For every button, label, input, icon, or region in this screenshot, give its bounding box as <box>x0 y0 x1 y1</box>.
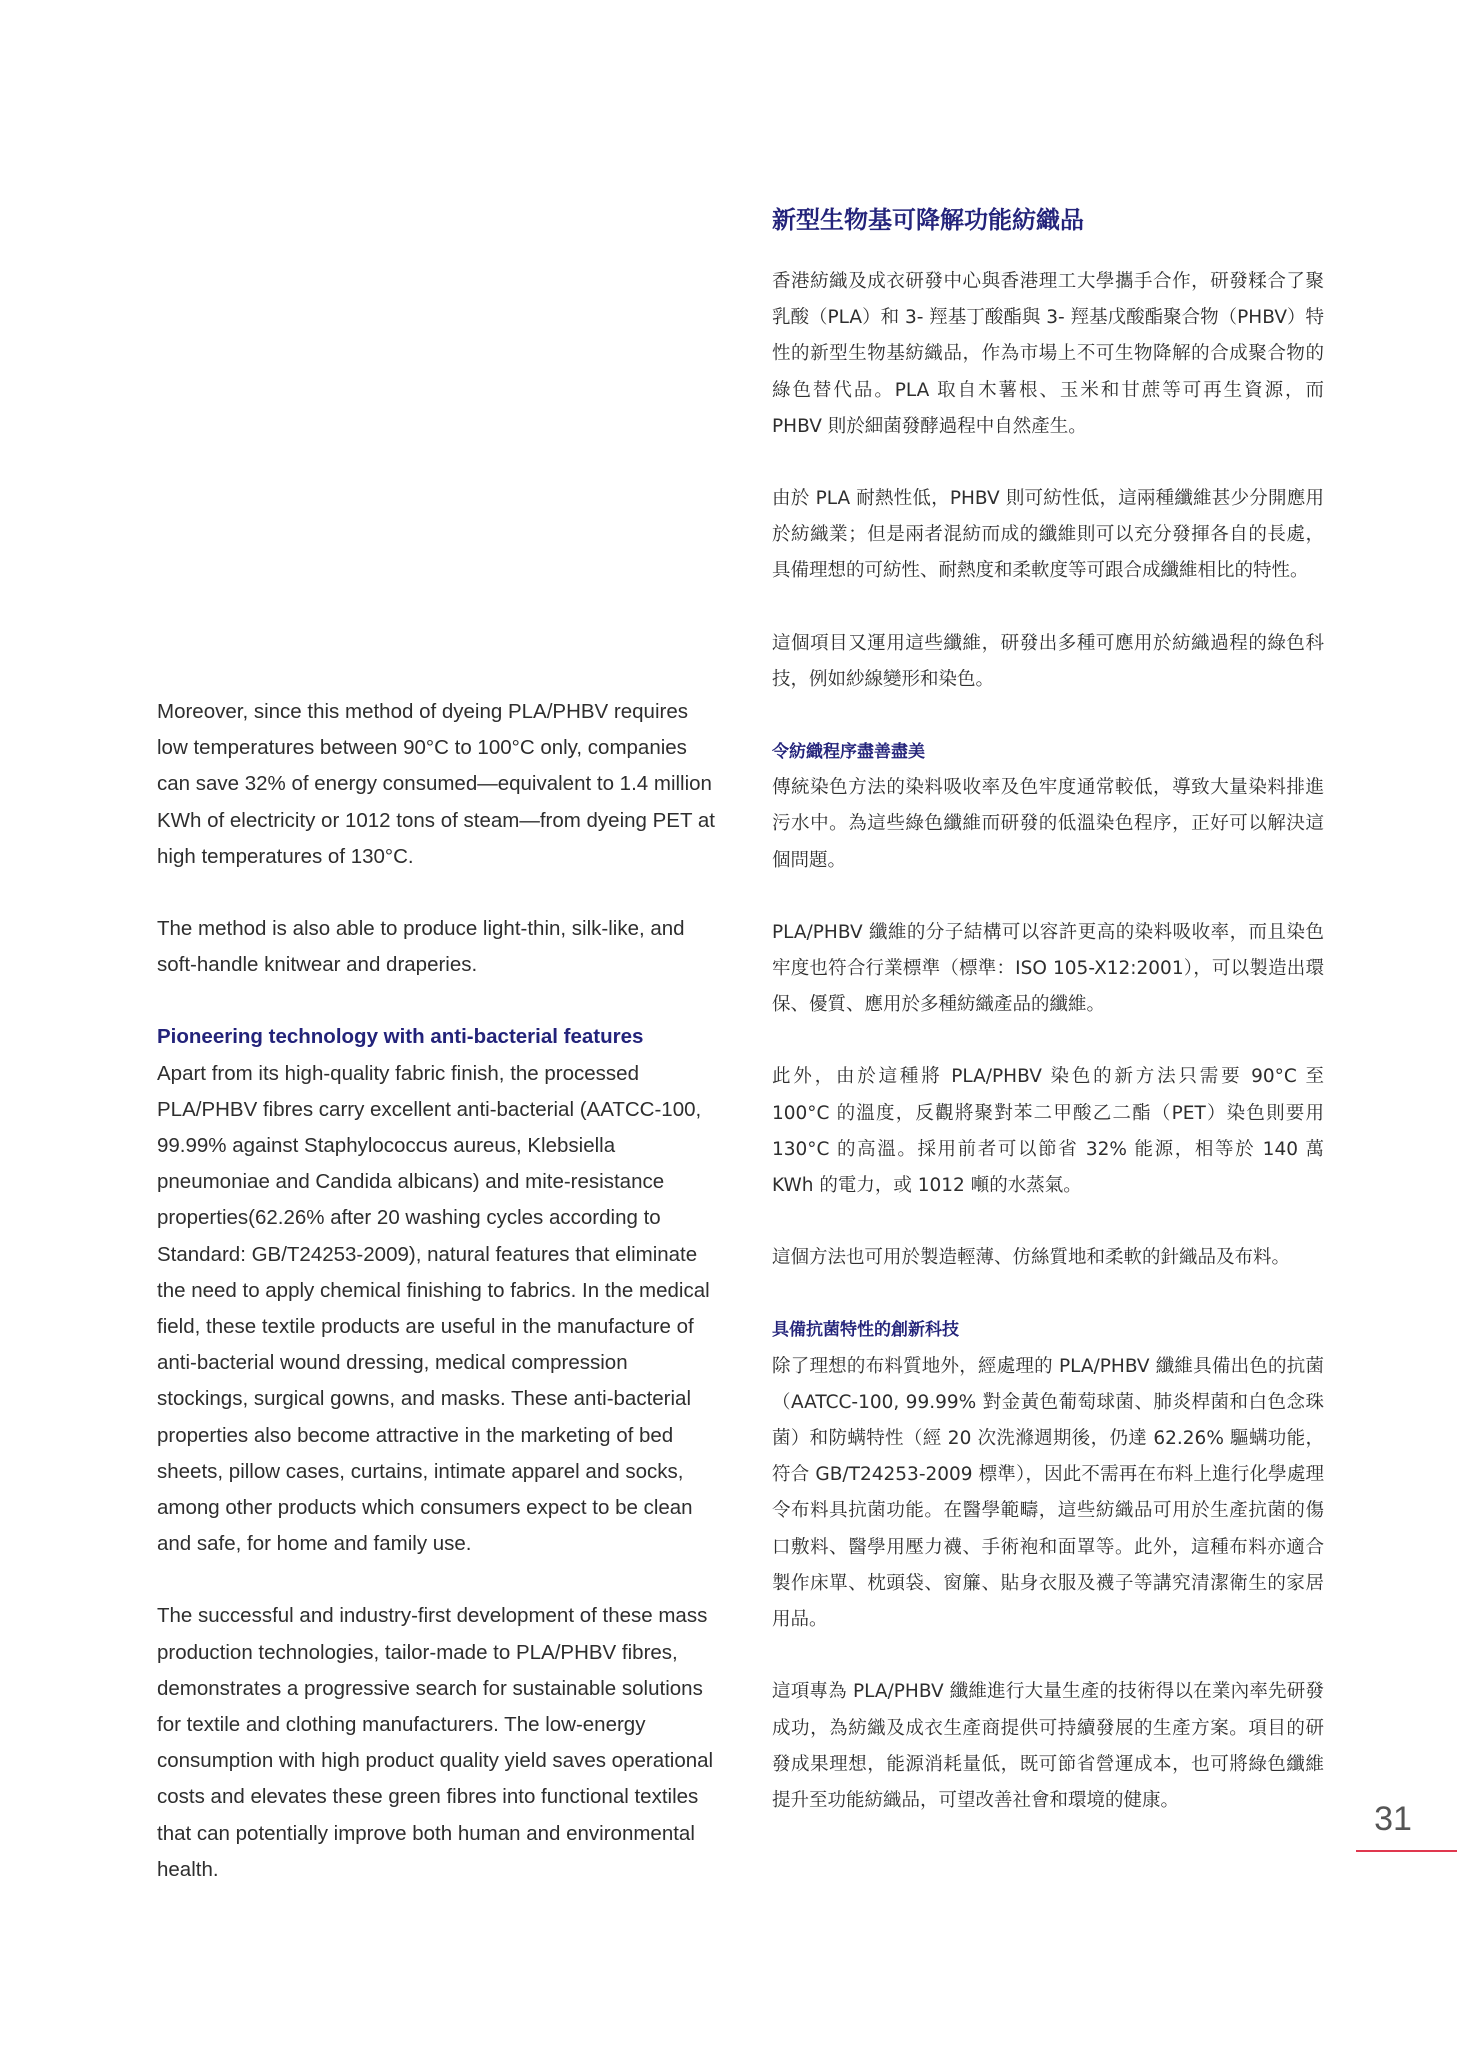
zh-paragraph-knitwear: 這個方法也可用於製造輕薄、仿絲質地和柔軟的針織品及布料。 <box>772 1247 1291 1269</box>
zh-paragraph-fibres: 由於 PLA 耐熱性低，PHBV 則可紡性低，這兩種纖維甚少分開應用於紡織業；但是兩者混紡而成的纖維則可以充分發揮各自的長處，具備理想的可紡性、耐熱度和柔軟度等可跟合成纖維相比的特性。 <box>772 488 1324 582</box>
zh-paragraph-conclusion: 這項專為 PLA/PHBV 纖維進行大量生產的技術得以在業內率先研發成功，為紡織及成衣生產商提供可持續發展的生產方案。項目的研發成果理想，能源消耗量低，既可節省營運成本，也可將綠色纖維提升至功能紡織品，可望改善社會和環境的健康。 <box>772 1681 1324 1811</box>
paragraph-energy-savings: Moreover, since this method of dyeing PLA/PHBV requires low temperatures between 90°C to 100°C only, companies can save 32% of energy consumed—equivalent to 1.4 million KWh of electricity or 1012 tons of steam—from dyeing PET at high temperatures of 130°C. <box>157 700 715 868</box>
page-number-rule <box>1356 1850 1457 1852</box>
paragraph-conclusion: The successful and industry-first development of these mass production technologies, tailor-made to PLA/PHBV fibres, demonstrates a progressive search for sustainable solutions for textile and clothing manufacturers. The low-energy consumption with high product quality yield saves operational costs and elevates these green fibres into functional textiles that can potentially improve both human and environmental health. <box>157 1604 714 1881</box>
zh-subhead-anti-bacterial: 具備抗菌特性的創新科技 <box>772 1320 959 1341</box>
zh-paragraph-energy: 此外，由於這種將 PLA/PHBV 染色的新方法只需要 90°C 至 100°C 的溫度，反觀將聚對苯二甲酸乙二酯（PET）染色則要用 130°C 的高溫。採用前者可以節省 32% 能源，相等於 140 萬 KWh 的電力，或 1012 噸的水蒸氣。 <box>772 1066 1324 1197</box>
page-number: 31 <box>1374 1800 1412 1838</box>
zh-paragraph-anti-bacterial: 除了理想的布料質地外，經處理的 PLA/PHBV 纖維具備出色的抗菌（AATCC-100, 99.99% 對金黃色葡萄球菌、肺炎桿菌和白色念珠菌）和防螨特性（經 20 次洗滌週期後，仍達 62.26% 驅螨功能，符合 GB/T24253-2009 標準），因此不需再在布料上進行化學處理令布料具抗菌功能。在醫學範疇，這些紡織品可用於生產抗菌的傷口敷料、醫學用壓力襪、手術袍和面罩等。此外，這種布料亦適合製作床單、枕頭袋、窗簾、貼身衣服及襪子等講究清潔衛生的家居用品。 <box>772 1355 1324 1631</box>
zh-paragraph-molecular: PLA/PHBV 纖維的分子結構可以容許更高的染料吸收率，而且染色牢度也符合行業標準（標準：ISO 105-X12:2001），可以製造出環保、優質、應用於多種紡織產品的纖維。 <box>772 921 1324 1016</box>
english-column <box>157 694 717 1924</box>
zh-subhead-process: 令紡織程序盡善盡美 <box>772 742 925 763</box>
zh-paragraph-dyeing: 傳統染色方法的染料吸收率及色牢度通常較低，導致大量染料排進污水中。為這些綠色纖維而研發的低溫染色程序，正好可以解決這個問題。 <box>772 777 1324 871</box>
paragraph-knitwear: The method is also able to produce light-thin, silk-like, and soft-handle knitwear and draperies. <box>157 917 685 977</box>
page-title: 新型生物基可降解功能紡織品 <box>772 206 1084 234</box>
chinese-column <box>772 200 1324 1855</box>
subhead-anti-bacterial: Pioneering technology with anti-bacterial features <box>157 1025 644 1049</box>
zh-paragraph-green-tech: 這個項目又運用這些纖維，研發出多種可應用於紡織過程的綠色科技，例如紗線變形和染色。 <box>772 632 1324 690</box>
paragraph-anti-bacterial: Apart from its high-quality fabric finish, the processed PLA/PHBV fibres carry excellent anti-bacterial (AATCC-100, 99.99% against Staphylococcus aureus, Klebsiella pneumoniae and Candida albicans) and mite-resistance properties(62.26% after 20 washing cycles according to Standard: GB/T24253-2009), natural features that eliminate the need to apply chemical finishing to fabrics. In the medical field, these textile products are useful in the manufacture of anti-bacterial wound dressing, medical compression stockings, surgical gowns, and masks. These anti-bacterial properties also become attractive in the marketing of bed sheets, pillow cases, curtains, intimate apparel and socks, among other products which consumers expect to be clean and safe, for home and family use. <box>157 1061 710 1556</box>
zh-paragraph-intro: 香港紡織及成衣研發中心與香港理工大學攜手合作，研發糅合了聚乳酸（PLA）和 3- 羥基丁酸酯與 3- 羥基戊酸酯聚合物（PHBV）特性的新型生物基紡織品，作為市場上不可生物降解的合成聚合物的綠色替代品。PLA 取自木薯根、玉米和甘蔗等可再生資源，而 PHBV 則於細菌發酵過程中自然產生。 <box>772 271 1324 437</box>
